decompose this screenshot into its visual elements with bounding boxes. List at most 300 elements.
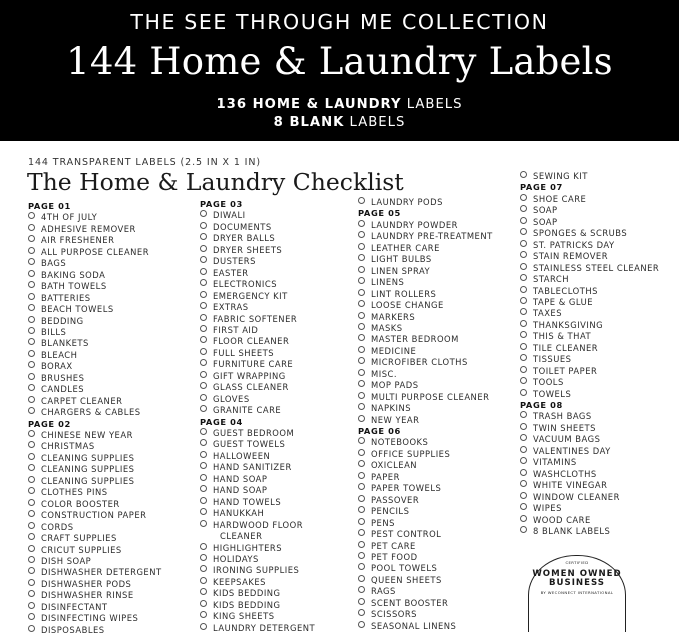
page-heading: PAGE 08 xyxy=(520,400,563,410)
checklist-item xyxy=(520,263,659,275)
checklist-item xyxy=(28,281,107,293)
checklist-item xyxy=(358,380,419,392)
checklist-item xyxy=(520,228,627,240)
checkbox-circle-icon xyxy=(358,392,365,399)
checklist-item-label: LAUNDRY PRE-TREATMENT xyxy=(371,231,493,242)
checklist-item-label: GUEST TOWELS xyxy=(213,439,286,450)
checkbox-circle-icon xyxy=(520,171,527,178)
checklist-item xyxy=(28,316,84,328)
badge-certified: CERTIFIED xyxy=(565,560,589,565)
checklist-item-label: WOOD CARE xyxy=(533,514,591,525)
checklist-item-label: LIGHT BULBS xyxy=(371,254,432,265)
checklist-item-label: DISHWASHER DETERGENT xyxy=(41,567,162,578)
checklist-item-label: FLOOR CLEANER xyxy=(213,336,290,347)
checkbox-circle-icon xyxy=(28,247,35,254)
checklist-item xyxy=(28,327,66,339)
checkbox-circle-icon xyxy=(200,256,207,263)
checkbox-circle-icon xyxy=(520,434,527,441)
checklist-item xyxy=(28,545,122,557)
checklist-item xyxy=(200,600,281,612)
checklist-item-label: PENS xyxy=(371,517,395,528)
checklist-item xyxy=(200,588,281,600)
checkbox-circle-icon xyxy=(200,382,207,389)
checkbox-circle-icon xyxy=(28,293,35,300)
checkbox-circle-icon xyxy=(200,222,207,229)
checkbox-circle-icon xyxy=(358,346,365,353)
checkbox-circle-icon xyxy=(358,357,365,364)
checkbox-circle-icon xyxy=(520,457,527,464)
checklist-item-label: KEEPSAKES xyxy=(213,576,266,587)
checklist-item-label: GIFT WRAPPING xyxy=(213,370,286,381)
checklist-item-label: THIS & THAT xyxy=(533,331,592,342)
checklist-item-label: OXICLEAN xyxy=(371,460,418,471)
checkbox-circle-icon xyxy=(358,312,365,319)
checklist-item-label: EASTER xyxy=(213,267,249,278)
checkbox-circle-icon xyxy=(200,543,207,550)
checklist-item xyxy=(358,598,448,610)
checklist-item-label: LEATHER CARE xyxy=(371,242,440,253)
checklist-item xyxy=(520,446,611,458)
checklist-item xyxy=(520,194,586,206)
checkbox-circle-icon xyxy=(358,598,365,605)
subtitle-blank-rest: LABELS xyxy=(344,115,406,130)
checklist-item xyxy=(28,247,149,259)
checkbox-circle-icon xyxy=(358,369,365,376)
checklist-item xyxy=(358,334,459,346)
checklist-item xyxy=(200,314,297,326)
checklist-item-label: LINENS xyxy=(371,277,405,288)
checklist-item-label: KING SHEETS xyxy=(213,611,275,622)
checklist-item xyxy=(28,224,136,236)
checklist-item-label: ELECTRONICS xyxy=(213,279,278,290)
checklist-item xyxy=(28,476,134,488)
checklist-item xyxy=(358,197,443,209)
checkbox-circle-icon xyxy=(200,291,207,298)
checklist-item xyxy=(358,346,416,358)
checkbox-circle-icon xyxy=(28,441,35,448)
checkbox-circle-icon xyxy=(358,243,365,250)
checklist-item xyxy=(358,266,430,278)
checklist-item-label: BLEACH xyxy=(41,349,78,360)
checkbox-circle-icon xyxy=(28,384,35,391)
checkbox-circle-icon xyxy=(28,407,35,414)
checklist-item-label: WINDOW CLEANER xyxy=(533,491,620,502)
checklist-item-label: TRASH BAGS xyxy=(533,411,592,422)
checkbox-circle-icon xyxy=(358,518,365,525)
checkbox-circle-icon xyxy=(358,300,365,307)
checklist-item-label: COLOR BOOSTER xyxy=(41,498,120,509)
checklist-item xyxy=(358,392,489,404)
checklist-item xyxy=(520,411,592,423)
checklist-item-label: VACUUM BAGS xyxy=(533,434,601,445)
product-title: 144 Home & Laundry Labels xyxy=(66,40,613,83)
checklist-item xyxy=(520,526,610,538)
checklist-item-label: RAGS xyxy=(371,586,396,597)
checklist-item-label: LINT ROLLERS xyxy=(371,288,437,299)
checklist-item xyxy=(28,430,133,442)
checklist-item xyxy=(200,565,299,577)
checkbox-circle-icon xyxy=(28,212,35,219)
checklist-item-label: FABRIC SOFTENER xyxy=(213,313,298,324)
checkbox-circle-icon xyxy=(520,389,527,396)
checklist-item xyxy=(358,277,404,289)
checklist-item xyxy=(520,297,593,309)
page-heading: PAGE 07 xyxy=(520,182,563,193)
checklist-item xyxy=(28,361,73,373)
checklist-item-label: VITAMINS xyxy=(533,457,577,468)
checklist-item-label: CARPET CLEANER xyxy=(41,395,123,406)
checkbox-circle-icon xyxy=(358,609,365,616)
checklist-item xyxy=(200,439,285,451)
checklist-item-label: STAIN REMOVER xyxy=(533,251,609,262)
checklist-item-label: CONSTRUCTION PAPER xyxy=(41,510,147,521)
checklist-item-label: SOAP xyxy=(533,216,558,227)
checkbox-circle-icon xyxy=(28,556,35,563)
subtitle-home-laundry xyxy=(0,97,679,112)
checklist-item-label: DISPOSABLES xyxy=(41,624,105,635)
checkbox-circle-icon xyxy=(28,430,35,437)
page-heading: PAGE 02 xyxy=(28,418,71,429)
checklist-item-label: PENCILS xyxy=(371,506,410,517)
checkbox-circle-icon xyxy=(520,320,527,327)
checklist-item xyxy=(358,563,437,575)
checkbox-circle-icon xyxy=(358,334,365,341)
checklist-item-label: TOILET PAPER xyxy=(533,365,598,376)
checklist-item-label: WIPES xyxy=(533,503,562,514)
checkbox-circle-icon xyxy=(200,588,207,595)
checklist-item-label: TOOLS xyxy=(533,377,564,388)
subtitle-blank-bold: 8 BLANK xyxy=(273,115,345,130)
checklist-item-label: WHITE VINEGAR xyxy=(533,480,608,491)
checkbox-circle-icon xyxy=(520,503,527,510)
checklist-item xyxy=(200,497,281,509)
checklist-item xyxy=(200,256,256,268)
checklist-item-label: TISSUES xyxy=(533,354,572,365)
checklist-item-label: HARDWOOD FLOOR xyxy=(213,519,304,530)
checklist-item xyxy=(28,464,134,476)
checklist-item-label: HANUKKAH xyxy=(213,508,265,519)
checklist-item xyxy=(28,235,114,247)
checklist-item xyxy=(200,210,246,222)
checklist-item xyxy=(358,243,440,255)
checkbox-circle-icon xyxy=(200,245,207,252)
badge-business: BUSINESS xyxy=(549,578,605,588)
badge-weconnect: BY WECONNECT INTERNATIONAL xyxy=(540,590,614,595)
checkbox-circle-icon xyxy=(200,233,207,240)
checklist-item-label: HALLOWEEN xyxy=(213,450,271,461)
checklist-item-label: SHOE CARE xyxy=(533,193,587,204)
checklist-item-continuation xyxy=(200,531,262,543)
checklist-item xyxy=(28,373,84,385)
checklist-item-label: DISHWASHER RINSE xyxy=(41,590,134,601)
checklist-item-label: TWIN SHEETS xyxy=(533,422,596,433)
checklist-item-label: BLANKETS xyxy=(41,338,89,349)
checklist-item xyxy=(28,350,77,362)
checklist-item-label: 8 BLANK LABELS xyxy=(533,525,611,536)
checkbox-circle-icon xyxy=(200,336,207,343)
checkbox-circle-icon xyxy=(358,415,365,422)
checkbox-circle-icon xyxy=(28,499,35,506)
checkbox-circle-icon xyxy=(200,474,207,481)
checklist-item xyxy=(358,312,415,324)
checkbox-circle-icon xyxy=(358,277,365,284)
checkbox-circle-icon xyxy=(200,302,207,309)
checklist-item-label: PAPER xyxy=(371,471,400,482)
checkbox-circle-icon xyxy=(200,268,207,275)
checkbox-circle-icon xyxy=(28,545,35,552)
badge-women-owned: WOMEN OWNED xyxy=(532,569,622,579)
checklist-item-label: BORAX xyxy=(41,361,73,372)
checklist-item xyxy=(358,472,400,484)
checkbox-circle-icon xyxy=(200,565,207,572)
checkbox-circle-icon xyxy=(28,522,35,529)
checkbox-circle-icon xyxy=(200,611,207,618)
checklist-item-label: MASKS xyxy=(371,322,403,333)
checkbox-circle-icon xyxy=(200,554,207,561)
checklist-item xyxy=(358,575,442,587)
checklist-item xyxy=(200,325,258,337)
checklist-item xyxy=(520,205,558,217)
checklist-item xyxy=(28,556,91,568)
checklist-item xyxy=(520,492,620,504)
checkbox-circle-icon xyxy=(520,469,527,476)
checklist-item-label: PEST CONTROL xyxy=(371,529,442,540)
checkbox-circle-icon xyxy=(520,526,527,533)
checklist-item-label: DOCUMENTS xyxy=(213,221,272,232)
checklist-item xyxy=(200,520,303,532)
checklist-item-label: CHARGERS & CABLES xyxy=(41,407,141,418)
checklist-item xyxy=(520,320,603,332)
checklist-item xyxy=(520,286,598,298)
checklist-item-label: CORDS xyxy=(41,521,74,532)
checklist-item xyxy=(358,403,411,415)
checklist-item-label: VALENTINES DAY xyxy=(533,445,611,456)
checkbox-circle-icon xyxy=(28,235,35,242)
checklist-item xyxy=(28,613,138,625)
checklist-item xyxy=(520,171,588,183)
women-owned-business-badge xyxy=(528,555,626,632)
checkbox-circle-icon xyxy=(200,497,207,504)
checkbox-circle-icon xyxy=(28,464,35,471)
checkbox-circle-icon xyxy=(200,439,207,446)
checklist-item xyxy=(28,602,108,614)
checkbox-circle-icon xyxy=(358,495,365,502)
checklist-item-label: AIR FRESHENER xyxy=(41,235,115,246)
checklist-item xyxy=(358,300,444,312)
checklist-item xyxy=(358,621,456,633)
checklist-item-label: 4TH OF JULY xyxy=(41,212,98,223)
checkbox-circle-icon xyxy=(200,394,207,401)
checkbox-circle-icon xyxy=(520,480,527,487)
checklist-item xyxy=(520,354,571,366)
checkbox-circle-icon xyxy=(200,577,207,584)
checklist-item xyxy=(358,415,419,427)
checklist-item xyxy=(358,586,396,598)
checkbox-circle-icon xyxy=(200,405,207,412)
checklist-item xyxy=(200,462,292,474)
checklist-item-label: CANDLES xyxy=(41,384,85,395)
checklist-item-label: MULTI PURPOSE CLEANER xyxy=(371,391,490,402)
checkbox-circle-icon xyxy=(200,485,207,492)
checklist-item xyxy=(28,567,162,579)
checklist-title: The Home & Laundry Checklist xyxy=(27,168,404,196)
checkbox-circle-icon xyxy=(358,621,365,628)
label-count-text: 144 TRANSPARENT LABELS (2.5 IN X 1 IN) xyxy=(28,157,261,168)
checklist-item-label: DISINFECTANT xyxy=(41,601,108,612)
checklist-item xyxy=(200,428,294,440)
checklist-item xyxy=(520,515,591,527)
checkbox-circle-icon xyxy=(200,428,207,435)
checklist-item xyxy=(28,384,84,396)
checklist-item xyxy=(520,377,564,389)
checklist-item xyxy=(520,480,607,492)
checklist-item-label: DUSTERS xyxy=(213,256,256,267)
checkbox-circle-icon xyxy=(28,567,35,574)
checkbox-circle-icon xyxy=(28,625,35,632)
checklist-item-label: CLOTHES PINS xyxy=(41,487,108,498)
checklist-item xyxy=(200,508,264,520)
checkbox-circle-icon xyxy=(200,279,207,286)
checklist-item-label: CLEANING SUPPLIES xyxy=(41,475,135,486)
subtitle-blank xyxy=(0,115,679,130)
checkbox-circle-icon xyxy=(358,266,365,273)
checkbox-circle-icon xyxy=(28,613,35,620)
checklist-item-label: MISC. xyxy=(371,368,398,379)
checklist-item-label: STAINLESS STEEL CLEANER xyxy=(533,262,660,273)
checklist-item-label: HIGHLIGHTERS xyxy=(213,542,283,553)
checklist-item xyxy=(520,434,600,446)
checkbox-circle-icon xyxy=(28,224,35,231)
checklist-item xyxy=(28,293,91,305)
checklist-item xyxy=(358,483,441,495)
checkbox-circle-icon xyxy=(520,286,527,293)
checkbox-circle-icon xyxy=(520,205,527,212)
checkbox-circle-icon xyxy=(358,472,365,479)
checkbox-circle-icon xyxy=(520,308,527,315)
checkbox-circle-icon xyxy=(358,220,365,227)
checkbox-circle-icon xyxy=(358,563,365,570)
checklist-item xyxy=(520,503,562,515)
checklist-item-label: BILLS xyxy=(41,326,67,337)
checklist-item xyxy=(358,609,417,621)
checkbox-circle-icon xyxy=(520,217,527,224)
checkbox-circle-icon xyxy=(358,403,365,410)
subtitle-home-laundry-rest: LABELS xyxy=(401,97,463,112)
checklist-item-label: FURNITURE CARE xyxy=(213,359,294,370)
checklist-item xyxy=(520,366,597,378)
checkbox-circle-icon xyxy=(520,228,527,235)
checklist-item xyxy=(28,522,74,534)
checklist-item-label: ST. PATRICKS DAY xyxy=(533,239,615,250)
checklist-item xyxy=(358,289,436,301)
checklist-item-label: EMERGENCY KIT xyxy=(213,290,288,301)
checklist-item xyxy=(28,487,108,499)
checklist-item xyxy=(28,441,95,453)
checklist-item xyxy=(520,457,577,469)
checkbox-circle-icon xyxy=(520,331,527,338)
checkbox-circle-icon xyxy=(520,366,527,373)
header-banner xyxy=(0,0,679,141)
checklist-item-label: GUEST BEDROOM xyxy=(213,428,295,438)
checkbox-circle-icon xyxy=(200,325,207,332)
checklist-item xyxy=(28,453,134,465)
checkbox-circle-icon xyxy=(28,533,35,540)
checklist-item xyxy=(358,437,428,449)
checklist-item xyxy=(358,231,493,243)
checklist-item xyxy=(520,274,569,286)
checklist-item-label: SEASONAL LINENS xyxy=(371,620,457,631)
checklist-item-label: THANKSGIVING xyxy=(533,319,604,330)
checklist-item xyxy=(520,308,562,320)
page-heading: PAGE 03 xyxy=(200,199,243,209)
checkbox-circle-icon xyxy=(358,529,365,536)
checklist-item-label: NAPKINS xyxy=(371,403,412,414)
checklist-item-label: CLEANER xyxy=(220,531,263,542)
checklist-item-label: SEWING KIT xyxy=(533,171,588,181)
checklist-item-label: BEACH TOWELS xyxy=(41,304,114,315)
checklist-item-label: MEDICINE xyxy=(371,345,417,356)
checklist-item xyxy=(200,268,249,280)
checklist-item xyxy=(358,220,458,232)
checklist-item-label: POOL TOWELS xyxy=(371,563,438,574)
checklist-item xyxy=(28,407,141,419)
checkbox-circle-icon xyxy=(520,423,527,430)
checklist-item-label: IRONING SUPPLIES xyxy=(213,565,300,576)
checklist-item-label: BATTERIES xyxy=(41,292,91,303)
checklist-item xyxy=(358,369,397,381)
checklist-item-label: PASSOVER xyxy=(371,494,420,505)
checklist-item-label: LAUNDRY PODS xyxy=(371,197,443,207)
page-heading: PAGE 01 xyxy=(28,201,71,211)
checkbox-circle-icon xyxy=(28,304,35,311)
checklist-item xyxy=(28,396,122,408)
checklist-item xyxy=(358,506,409,518)
checkbox-circle-icon xyxy=(28,281,35,288)
page-heading: PAGE 05 xyxy=(358,208,401,219)
checkbox-circle-icon xyxy=(520,240,527,247)
checkbox-circle-icon xyxy=(28,510,35,517)
checkbox-circle-icon xyxy=(520,343,527,350)
checklist-item xyxy=(200,222,272,234)
checklist-item xyxy=(28,533,117,545)
checklist-item xyxy=(358,449,450,461)
checklist-item xyxy=(28,625,105,637)
checklist-item xyxy=(520,469,597,481)
checklist-item-label: BEDDING xyxy=(41,315,84,326)
collection-name: THE SEE THROUGH ME COLLECTION xyxy=(130,10,549,34)
checklist-item-label: FIRST AID xyxy=(213,324,259,335)
checklist-item-label: CHINESE NEW YEAR xyxy=(41,430,133,440)
checklist-item xyxy=(28,510,146,522)
checklist-item xyxy=(200,577,266,589)
checklist-item xyxy=(358,529,441,541)
checkbox-circle-icon xyxy=(28,579,35,586)
checkbox-circle-icon xyxy=(28,258,35,265)
checkbox-circle-icon xyxy=(358,197,365,204)
checklist-item-label: HAND SOAP xyxy=(213,473,268,484)
checkbox-circle-icon xyxy=(358,437,365,444)
checklist-item xyxy=(358,323,403,335)
checkbox-circle-icon xyxy=(200,451,207,458)
checkbox-circle-icon xyxy=(200,359,207,366)
checklist-item-label: DISHWASHER PODS xyxy=(41,578,132,589)
checkbox-circle-icon xyxy=(28,361,35,368)
checkbox-circle-icon xyxy=(200,348,207,355)
checkbox-circle-icon xyxy=(28,590,35,597)
checklist-item-label: EXTRAS xyxy=(213,302,249,313)
checklist-item-label: NEW YEAR xyxy=(371,414,420,425)
checkbox-circle-icon xyxy=(358,231,365,238)
